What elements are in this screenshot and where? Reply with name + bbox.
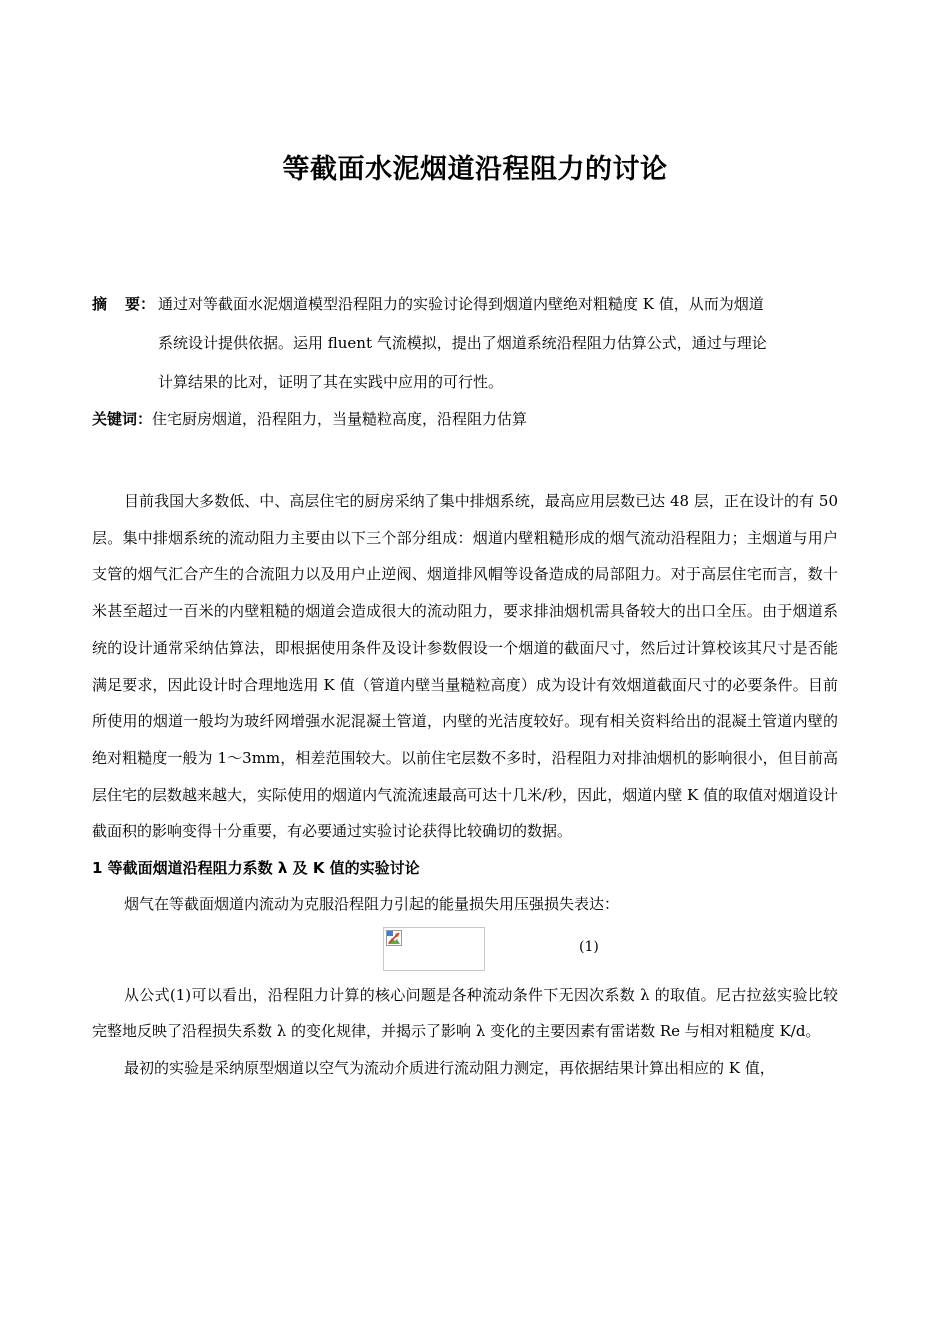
formula-paragraph: 从公式(1)可以看出，沿程阻力计算的核心问题是各种流动条件下无因次系数 λ 的取值。尼古拉兹实验比较完整地反映了沿程损失系数 λ 的变化规律，并揭示了影响 λ 变化的主要因素有雷诺数 Re 与相对粗糙度 K/d。 [92,985,838,1041]
equation-number: (1) [579,938,599,955]
intro-paragraph: 目前我国大多数低、中、高层住宅的厨房采纳了集中排烟系统，最高应用层数已达 48 层，正在设计的有 50 层。集中排烟系统的流动阻力主要由以下三个部分组成：烟道内壁粗糙形成的烟气流动沿程阻力；主烟道与用户支管的烟气汇合产生的合流阻力以及用户止逆阀、烟道排风帽等设备造成的局部阻力。对于高层住宅而言，数十米甚至超过一百米的内壁粗糙的烟道会造成很大的流动阻力，要求排油烟机需具备较大的出口全压。由于烟道系统的设计通常采纳估算法，即根据使用条件及设计参数假设一个烟道的截面尺寸，然后过计算校该其尺寸是否能满足要求，因此设计时合理地选用 K 值（管道内壁当量糙粒高度）成为设计有效烟道截面尺寸的必要条件。目前所使用的烟道一般均为玻纤网增强水泥混凝土管道，内壁的光洁度较好。现有相关资料给出的混凝土管道内壁的绝对粗糙度一般为 1～3mm，相差范围较大。以前住宅层数不多时，沿程阻力对排油烟机的影响很小，但目前高层住宅的层数越来越大，实际使用的烟道内气流流速最高可达十几米/秒，因此，烟道内壁 K 值的取值对烟道设计截面积的影响变得十分重要，有必要通过实验讨论获得比较确切的数据。 [92,492,838,841]
keywords-section [92,400,842,439]
abstract-line: 计算结果的比对，证明了其在实践中应用的可行性。 [158,373,504,391]
keywords-label: 关键词： [92,410,153,428]
abstract-label [92,285,155,324]
keywords-text: 住宅厨房烟道，沿程阻力，当量糙粒高度，沿程阻力估算 [152,410,528,428]
section-heading: 1 等截面烟道沿程阻力系数 λ 及 K 值的实验讨论 [92,859,420,878]
last-paragraph: 最初的实验是采纳原型烟道以空气为流动介质进行流动阻力测定，再依据结果计算出相应的 K 值， [124,1059,775,1078]
abstract-label-first: 摘 [92,295,108,313]
document-title: 等截面水泥烟道沿程阻力的讨论 [282,154,668,185]
body-text [92,483,838,1087]
abstract-body [158,285,842,402]
broken-image-icon [386,930,402,946]
abstract-label-second: 要： [125,295,156,313]
formula-image [383,927,485,971]
abstract-line: 系统设计提供依据。运用 fluent 气流模拟，提出了烟道系统沿程阻力估算公式，通过与理论 [158,334,767,352]
formula-row [92,925,838,975]
formula-intro-paragraph: 烟气在等截面烟道内流动为克服沿程阻力引起的能量损失用压强损失表达： [124,895,620,914]
abstract-line: 通过对等截面水泥烟道模型沿程阻力的实验讨论得到烟道内壁绝对粗糙度 K 值，从而为烟道 [158,295,764,313]
